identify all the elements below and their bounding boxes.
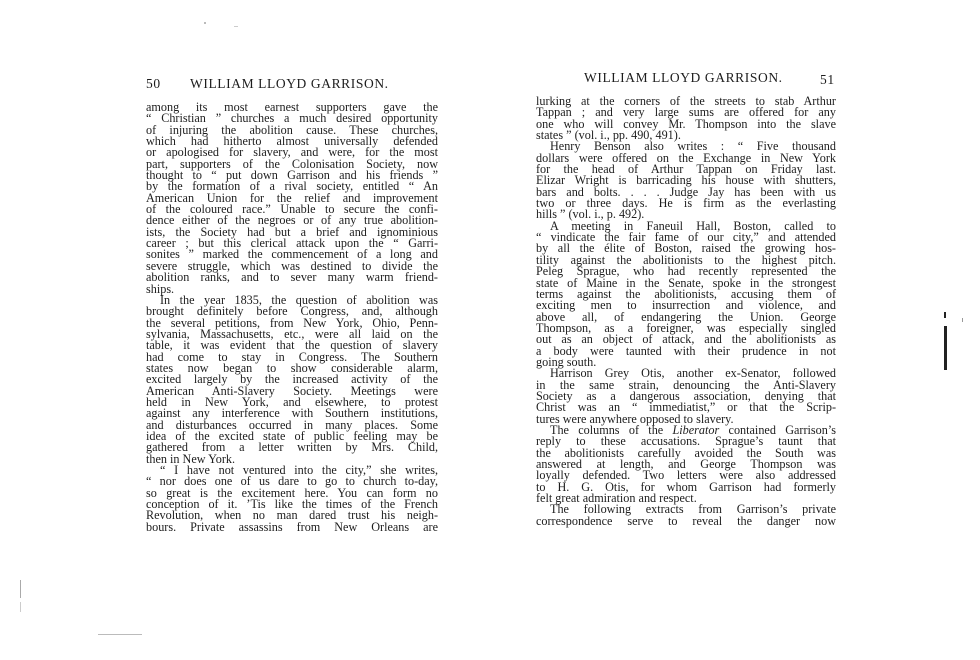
text-line: exciting men to insurrection and violence, and xyxy=(536,298,836,313)
text-line: of injuring the abolition cause. These churches, xyxy=(146,122,438,137)
scan-margin-mark xyxy=(944,326,947,370)
text-line: Harrison Grey Otis, another ex-Senator, followed xyxy=(550,366,836,381)
text-line: lurking at the corners of the streets to stab Arthur xyxy=(536,94,836,108)
text-line: had come to stay in Congress. The Southern xyxy=(146,349,438,364)
text-line: table, it was evident that the question of slavery xyxy=(146,338,438,353)
text-line: two or three days. He is firm as the everlasting xyxy=(536,196,836,211)
text-line: out as an object of attack, and the abolitionists as xyxy=(536,332,836,347)
text-line: so great is the excitement here. You can form no xyxy=(146,485,438,500)
text-line: sonites ” marked the commencement of a long and xyxy=(146,247,438,262)
text-line: sylvania, Massachusetts, etc., were all laid on the xyxy=(146,326,438,341)
scan-edge-line xyxy=(20,602,21,612)
text-line: excited largely by the increased activity of the xyxy=(146,372,438,387)
text-line: brought definitely before Congress, and, although xyxy=(146,304,438,319)
periodical-title: Liberator xyxy=(672,422,720,437)
text-line: or apologised for slavery, and were, for the most xyxy=(146,145,438,160)
scan-speck xyxy=(204,22,206,24)
text-line: and disturbances occurred in many places. Some xyxy=(146,417,438,432)
text-line: among its most earnest supporters gave the xyxy=(146,100,438,114)
text-line: tility against the abolitionists to the highest pitch. xyxy=(536,252,836,267)
text-line: ists, the Society had but a brief and ignominious xyxy=(146,224,438,239)
text-line: Elizar Wright is barricading his house with shutters, xyxy=(536,173,836,188)
text-line: The following extracts from Garrison’s private xyxy=(550,502,836,517)
scan-margin-tick xyxy=(944,312,946,318)
text-line: “ vindicate the fair fame of our city,” and attended xyxy=(536,230,836,245)
text-line: dence either of the negroes or of any true abolition- xyxy=(146,213,438,228)
right-running-title: WILLIAM LLOYD GARRISON. xyxy=(584,70,783,85)
text-line: Peleg Sprague, who had recently represented the xyxy=(536,264,836,279)
text-line: Revolution, when no man dared trust his neigh- xyxy=(146,508,438,523)
right-page-number: 51 xyxy=(820,72,835,87)
text-line: bars and bolts. . . . Judge Jay has been with us xyxy=(536,184,836,199)
text-line: states now began to show considerable alarm, xyxy=(146,360,438,375)
text-line: in the same strain, denouncing the Anti-Slavery xyxy=(536,377,836,392)
right-body-text xyxy=(536,96,836,527)
text-line: held in New York, and elsewhere, to protest xyxy=(146,394,438,409)
text-line: dollars were offered on the Exchange in New York xyxy=(536,150,836,165)
text-line: the several petitions, from New York, Ohio, Penn- xyxy=(146,315,438,330)
text-line: loyally defended. Two letters were also addressed xyxy=(536,468,836,483)
text-line: one who will convey Mr. Thompson into the slave xyxy=(536,116,836,131)
text-line: Thompson, as a foreigner, was especially singled xyxy=(536,320,836,335)
text-line: Henry Benson also writes : “ Five thousand xyxy=(550,139,836,154)
text-line: “ Christian ” churches a much desired opportunity xyxy=(146,111,438,126)
scan-artifact-dash xyxy=(98,634,142,635)
right-page xyxy=(490,0,980,660)
text-line: the abolitionists carefully avoided the South was xyxy=(536,445,836,460)
text-line: hills ” (vol. i., p. 492). xyxy=(536,207,645,222)
text-line: by the formation of a rival society, entitled “ An xyxy=(146,179,438,194)
text-line: state of Maine in the Senate, spoke in the strongest xyxy=(536,275,836,290)
text-line: “ nor does one of us dare to go to church to-day, xyxy=(146,474,438,489)
text-line: tures were anywhere opposed to slavery. xyxy=(536,411,734,426)
text-line: which had hitherto almost universally defended xyxy=(146,134,438,149)
text-line: The columns of the Liberator contained Garrison’s xyxy=(550,422,836,437)
text-line: Christ was an “ immediatist,” or that the Scrip- xyxy=(536,400,836,415)
text-line: reply to these accusations. Sprague’s taunt that xyxy=(536,434,836,449)
text-line: part, supporters of the Colonisation Society, now xyxy=(146,156,438,171)
text-line: abolition ranks, and to sever many warm friend- xyxy=(146,270,438,285)
text-line: to H. G. Otis, for whom Garrison had formerly xyxy=(536,479,836,494)
scan-edge-line xyxy=(20,580,21,598)
text-line: thought to “ put down Garrison and his friends ” xyxy=(146,168,438,183)
text-line: conception of it. ’Tis like the times of the French xyxy=(146,497,438,512)
text-line: ships. xyxy=(146,281,175,296)
text-line: for the head of Arthur Tappan on Friday last. xyxy=(536,162,836,177)
text-line: A meeting in Faneuil Hall, Boston, called to xyxy=(550,218,836,233)
left-page-number: 50 xyxy=(146,76,161,91)
text-line: going south. xyxy=(536,354,597,369)
text-line: then in New York. xyxy=(146,451,236,466)
text-line: American Union for the relief and improvement xyxy=(146,190,438,205)
text-line: Society as a dangerous association, denying that xyxy=(536,388,836,403)
text-line: bours. Private assassins from New Orleans are xyxy=(146,519,438,534)
text-line: gathered from a letter written by Mrs. Child, xyxy=(146,440,438,455)
left-body-text xyxy=(146,102,438,533)
text-line: idea of the excited state of public feeling may be xyxy=(146,428,438,443)
text-line: felt great admiration and respect. xyxy=(536,491,697,506)
scan-margin-tick xyxy=(962,318,963,322)
text-line: a body were taunted with their prudence in not xyxy=(536,343,836,358)
text-line: severe struggle, which was destined to divide the xyxy=(146,258,438,273)
text-line: above all, of endangering the Union. George xyxy=(536,309,836,324)
text-line: by all the élite of Boston, raised the growing hos- xyxy=(536,241,836,256)
text-line: against any interference with Southern institutions, xyxy=(146,406,438,421)
text-line: “ I have not ventured into the city,” she writes, xyxy=(160,463,438,477)
left-running-title: WILLIAM LLOYD GARRISON. xyxy=(190,76,389,91)
text-line: Tappan ; and very large sums are offered for any xyxy=(536,105,836,120)
text-line: correspondence serve to reveal the danger now xyxy=(536,513,836,528)
scan-speck xyxy=(234,26,238,27)
text-line: terms against the abolitionists, accusing them of xyxy=(536,286,836,301)
text-line: In the year 1835, the question of abolition was xyxy=(160,292,438,307)
text-line: career ; but this clerical attack upon the “ Garri- xyxy=(146,236,438,251)
text-line: of the coloured race.” Unable to secure the confi- xyxy=(146,202,438,217)
text-line: answered at length, and George Thompson was xyxy=(536,457,836,471)
text-line: American Anti-Slavery Society. Meetings were xyxy=(146,383,438,398)
text-line: states ” (vol. i., pp. 490, 491). xyxy=(536,128,681,143)
